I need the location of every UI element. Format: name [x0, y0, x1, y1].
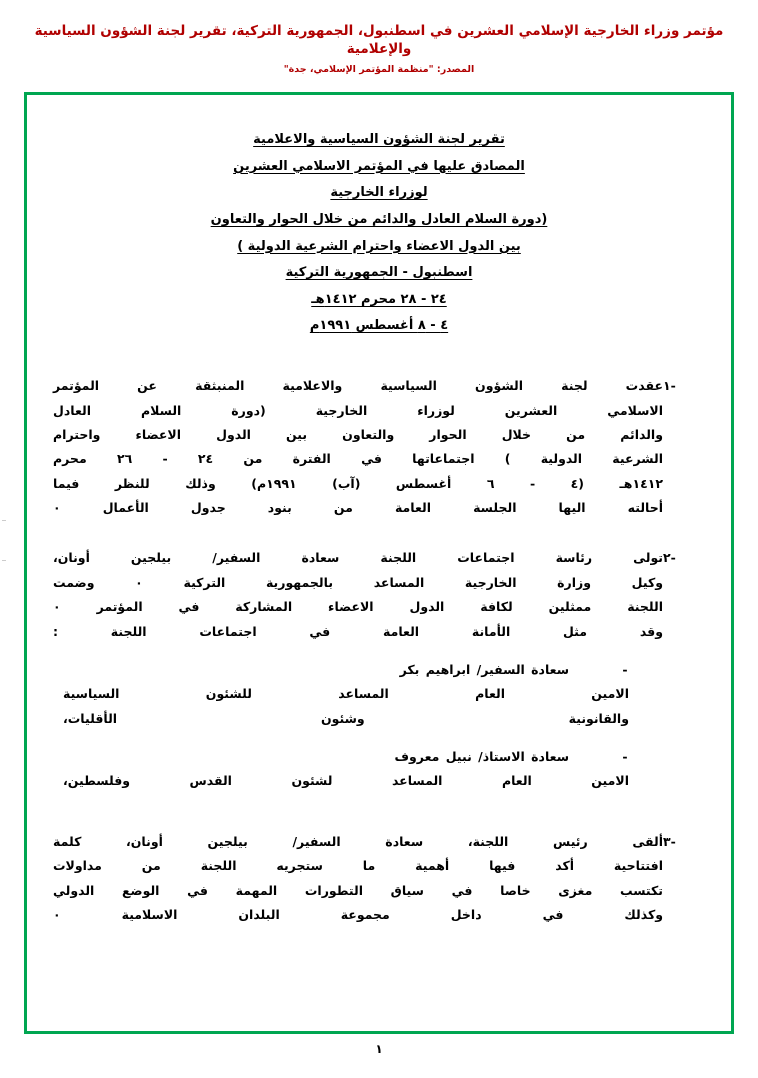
paragraph-1-line-2: الاسلامي العشرين لوزراء الخارجية (دورة السلام العادل [53, 402, 663, 418]
paragraph-2-text [53, 546, 663, 803]
paragraph-3-line-2: افتتاحية أكد فيها أهمية ما ستجريه اللجنة من مداولات [53, 858, 663, 874]
paragraph-1-text [53, 374, 663, 520]
sub-item-1-line-2: والقانونية وشئون الأقليات، [63, 710, 629, 726]
title-line-1: تقرير لجنة الشؤون السياسية والاعلامية [253, 132, 505, 147]
paragraph-2-line-4: وقد مثل الأمانة العامة في اجتماعات اللجنة : [53, 623, 663, 639]
paragraph-1-number: -١ [663, 378, 676, 394]
paragraph-1-line-6: أحالته اليها الجلسة العامة من بنود جدول الأعمال ٠ [53, 500, 663, 515]
paragraph-1-line-4: الشرعية الدولية ) اجتماعاتها في الفترة من ٢٤ - ٢٦ محرم [53, 451, 663, 467]
sub-item-2-dash: - [622, 749, 629, 764]
paragraph-1 [53, 374, 705, 520]
paragraph-2-line-3: اللجنة ممثلين لكافة الدول الاعضاء المشاركة في المؤتمر ٠ [53, 599, 663, 615]
title-line-7: ٢٤ - ٢٨ محرم ١٤١٢هـ [311, 291, 447, 307]
paragraph-2-line-2: وكيل وزارة الخارجية المساعد بالجمهورية التركية ٠ وضمت [53, 574, 663, 590]
paragraph-2-number: -٢ [663, 550, 676, 566]
page-number: ١ [375, 1042, 383, 1056]
report-body [53, 374, 705, 927]
paragraph-3 [53, 830, 705, 928]
paragraph-1-line-5: ١٤١٢هـ (٤ - ٦ أغسطس (آب) ١٩٩١م) وذلك للنظر فيما [53, 475, 663, 491]
title-line-5: بين الدول الاعضاء واحترام الشرعية الدولية ) [237, 238, 521, 254]
paragraph-1-line-1: عقدت لجنة الشؤون السياسية والاعلامية المنبثقة عن المؤتمر [53, 378, 663, 394]
paragraph-2-line-1: تولى رئاسة اجتماعات اللجنة سعادة السفير/ بيلجين أونان، [53, 550, 663, 566]
title-line-4: (دورة السلام العادل والدائم من خلال الحوار والتعاون [210, 211, 548, 227]
title-line-2: المصادق عليها في المؤتمر الاسلامي العشرين [233, 158, 525, 174]
sub-item-2 [53, 745, 663, 794]
scan-edge-tick [2, 560, 6, 561]
title-line-6: اسطنبول - الجمهورية التركية [285, 265, 473, 281]
paragraph-2 [53, 546, 705, 803]
header-source: المصدر: "منظمة المؤتمر الإسلامي، جدة" [283, 64, 475, 76]
paragraph-3-line-4: وكذلك في داخل مجموعة البلدان الاسلامية ٠ [53, 906, 663, 922]
header-title: مؤتمر وزراء الخارجية الإسلامي العشرين في اسطنبول، الجمهورية التركية، تقرير لجنة الشؤون السياسية والإعلامية [34, 23, 724, 58]
report-title-block [53, 127, 705, 340]
paragraph-1-line-3: والدائم من خلال الحوار والتعاون بين الدول الاعضاء واحترام [53, 426, 663, 442]
sub-item-2-line-1: الامين العام المساعد لشئون القدس وفلسطين، [63, 773, 629, 789]
content-frame [24, 92, 734, 1034]
sub-item-2-title: سعادة الاستاذ/ نبيل معروف [394, 749, 569, 764]
scan-edge-tick [2, 520, 6, 521]
sub-item-1-title: سعادة السفير/ ابراهيم بكر [399, 661, 569, 677]
title-line-8: ٤ - ٨ أغسطس ١٩٩١م [309, 318, 449, 334]
paragraph-3-number: -٣ [663, 833, 676, 849]
paragraph-3-text [53, 830, 663, 928]
sub-item-1 [53, 658, 663, 731]
document-header [0, 22, 758, 77]
sub-item-1-line-1: الامين العام المساعد للشئون السياسية [63, 686, 629, 702]
sub-item-1-dash: - [622, 661, 629, 677]
paragraph-3-line-3: تكتسب مغزى خاصا في سياق التطورات المهمة في الوضع الدولي [53, 882, 663, 898]
title-line-3: لوزراء الخارجية [330, 185, 428, 201]
paragraph-3-line-1: ألقى رئيس اللجنة، سعادة السفير/ بيلجين أونان، كلمة [53, 833, 663, 849]
